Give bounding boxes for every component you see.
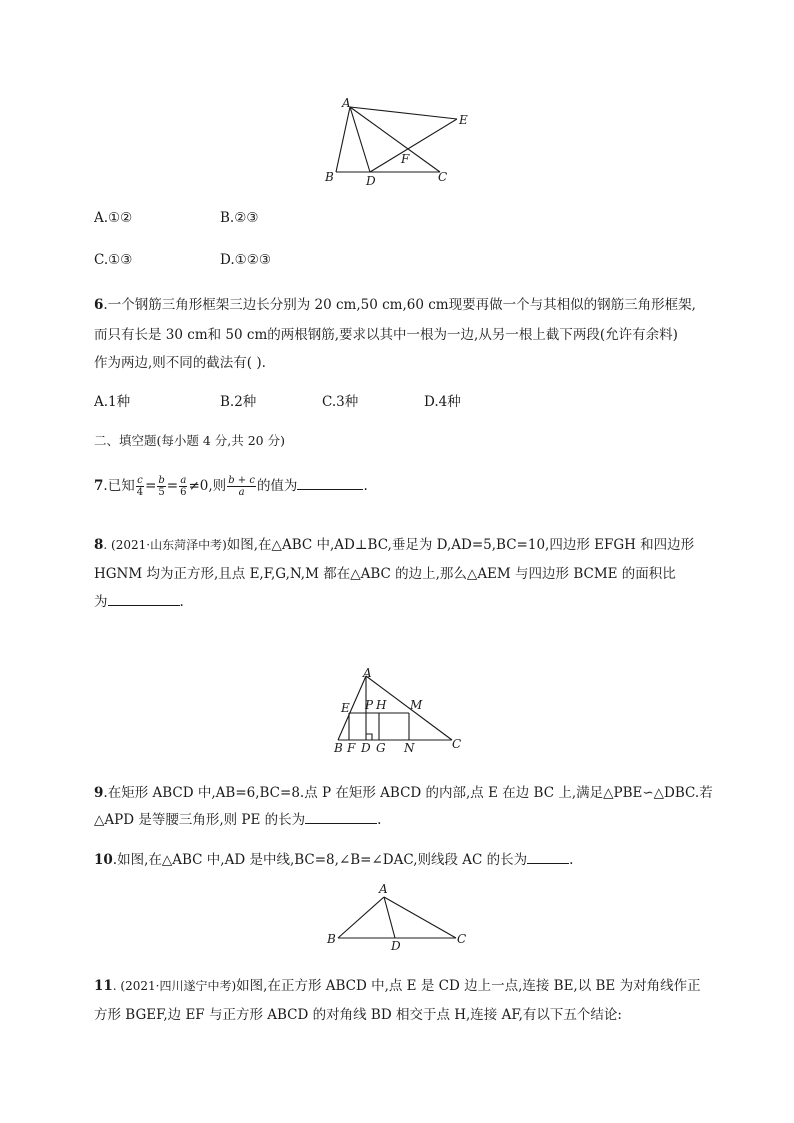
q11-line-1 [94, 974, 701, 994]
q9-text-2: △APD 是等腰三角形,则 PE 的长为 [94, 812, 306, 828]
q6-option-c[interactable]: C.3种 [322, 394, 359, 410]
q6-text-1: .一个钢筋三角形框架三边长分别为 20 cm,50 cm,60 cm现要再做一个与其相似的钢筋三角形框架, [103, 297, 696, 313]
q7-fraction-b-5: $\frac{b}{5}$ [158, 475, 165, 498]
q7-prefix: .已知 [103, 478, 135, 494]
q7-equals-1: = [145, 478, 157, 494]
q5-option-d[interactable]: D.①②③ [220, 252, 271, 268]
label-e: E [341, 701, 350, 715]
label-p: P [365, 698, 374, 712]
q9-answer-blank[interactable] [305, 823, 377, 824]
q10-line-1: 10.如图,在△ABC 中,AD 是中线,BC=8,∠B=∠DAC,则线段 AC 的长为 . [94, 852, 574, 868]
label-c: C [457, 932, 467, 946]
label-f: F [401, 152, 410, 166]
q7-neq: ≠0,则 [188, 478, 227, 494]
label-a: A [342, 96, 351, 110]
right-angle-mark [366, 734, 372, 740]
q7-number: 7 [94, 478, 104, 494]
figure-triangle-abc-e [320, 95, 480, 190]
q9-line-2: △APD 是等腰三角形,则 PE 的长为 . [94, 812, 382, 828]
label-b: B [325, 170, 334, 184]
label-e: E [459, 113, 468, 127]
segment-ab [338, 897, 384, 938]
q11-number: 11 [94, 978, 113, 994]
q9-text-1: .在矩形 ABCD 中,AB=6,BC=8.点 P 在矩形 ABCD 的内部,点 E 在边 BC 上,满足△PBE∽△DBC.若 [103, 785, 713, 801]
label-a: A [379, 882, 388, 896]
q6-line-1 [94, 293, 696, 313]
q10-answer-blank[interactable] [527, 863, 569, 864]
label-a: A [363, 666, 372, 680]
q11-text-1: 如图,在正方形 ABCD 中,点 E 是 CD 边上一点,连接 BE,以 BE 为对角线作正 [236, 978, 701, 994]
section-heading-fill-blank: 二、填空题(每小题 4 分,共 20 分) [94, 433, 285, 448]
q8-line-2: HGNM 均为正方形,且点 E,F,G,N,M 都在△ABC 的边上,那么△AEM 与四边形 BCME 的面积比 [94, 566, 676, 582]
q8-text-3: 为 [94, 594, 108, 610]
figure-triangle-median [322, 880, 482, 955]
q9-line-1 [94, 781, 713, 801]
q11-line-2: 方形 BGEF,边 EF 与正方形 ABCD 的对角线 BD 相交于点 H,连接 AF,有以下五个结论: [94, 1007, 622, 1023]
q7-fraction-a-6: $\frac{a}{6}$ [180, 475, 187, 498]
q8-number: 8 [94, 537, 104, 553]
label-b: B [334, 741, 343, 755]
q7-fraction-c-4: $\frac{c}{4}$ [136, 475, 144, 498]
segment-ae [350, 107, 457, 119]
q11-source: . (2021·四川遂宁中考) [112, 979, 237, 993]
q8-answer-blank[interactable] [108, 605, 180, 606]
q6-line-3: 作为两边,则不同的截法有( ). [94, 355, 266, 371]
label-h: H [376, 698, 387, 712]
segment-ad [384, 897, 395, 938]
label-n: N [404, 741, 415, 755]
q8-line-3: 为 . [94, 594, 184, 610]
label-d: D [391, 939, 401, 953]
q8-source: . (2021·山东菏泽中考) [103, 538, 227, 552]
q8-line-1 [94, 533, 694, 553]
q6-option-b[interactable]: B.2种 [220, 394, 257, 410]
segment-de [370, 119, 457, 172]
q6-number: 6 [94, 297, 104, 313]
segment-ab [336, 107, 350, 172]
segment-ac [350, 107, 440, 172]
figure-triangle-squares [330, 668, 470, 756]
label-g: G [376, 741, 386, 755]
q7-answer-blank[interactable] [297, 489, 363, 490]
q6-line-2: 而只有长是 30 cm和 50 cm的两根钢筋,要求以其中一根为一边,从另一根上截下两段(允许有余料) [94, 327, 678, 343]
label-c: C [438, 170, 448, 184]
segment-ad [350, 107, 370, 172]
q10-number: 10 [94, 852, 113, 868]
q5-option-c[interactable]: C.①③ [94, 252, 133, 268]
label-m: M [410, 698, 423, 712]
label-f: F [347, 741, 356, 755]
q7-suffix: 的值为 [256, 478, 298, 494]
label-d: D [361, 741, 371, 755]
segment-ac [384, 897, 456, 938]
label-c: C [452, 737, 462, 751]
q9-number: 9 [94, 785, 104, 801]
q5-option-a[interactable]: A.①② [94, 210, 133, 226]
label-d: D [366, 174, 376, 188]
q6-option-a[interactable]: A.1种 [94, 394, 131, 410]
q7-fraction-bc-a: $\frac{b + c}{a}$ [228, 475, 255, 498]
q7-equals-2: = [166, 478, 179, 494]
q8-text-1: 如图,在△ABC 中,AD⊥BC,垂足为 D,AD=5,BC=10,四边形 EFGH 和四边形 [226, 537, 695, 553]
q7-line: 7.已知 $\frac{c}{4}$ = $\frac{b}{5}$ = $\frac{a}{6}$ ≠0,则 $\frac{b + c}{a}$ 的值为 . [94, 475, 368, 498]
q5-option-b[interactable]: B.②③ [220, 210, 259, 226]
label-b: B [327, 932, 336, 946]
q6-option-d[interactable]: D.4种 [424, 394, 461, 410]
q10-text-1: .如图,在△ABC 中,AD 是中线,BC=8,∠B=∠DAC,则线段 AC 的长为 [112, 852, 528, 868]
